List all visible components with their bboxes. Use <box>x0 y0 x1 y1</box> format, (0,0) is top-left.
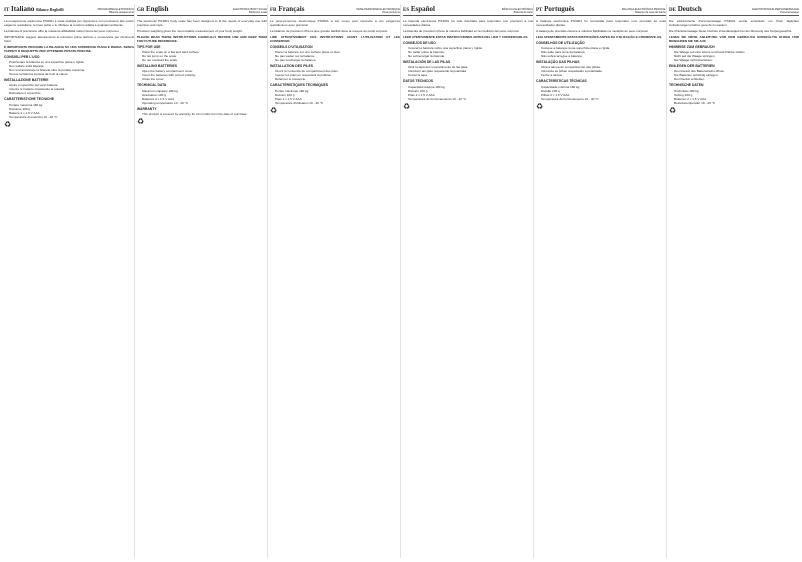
section-list <box>137 112 267 116</box>
list-item: • Temperatura de funcionamiento 10 - 40 °C <box>408 97 533 101</box>
body-paragraph: A balança de precisão oferece a máxima fiabilidade na medição do peso corporal. <box>536 29 649 33</box>
section-list <box>270 50 400 62</box>
list-item: • Die Waage nicht überlasten. <box>674 58 799 62</box>
section-list <box>536 65 666 77</box>
list-item: • Ouvrir le couvercle du compartiment des piles. <box>275 69 400 73</box>
language-column-pt <box>536 6 666 556</box>
column-divider <box>267 4 268 558</box>
list-item: • Pilhas 2 x 1,5 V AAA <box>541 93 666 97</box>
list-item: • Ne pas surcharger la balance. <box>275 58 400 62</box>
list-item: • Feche a tampa. <box>541 73 666 77</box>
list-item: • Abrir la tapa del compartimento de las pilas. <box>408 65 533 69</box>
flag-icon: IT <box>4 8 10 13</box>
recycling-notice <box>536 103 666 111</box>
column-header <box>4 6 134 16</box>
section-title: WARRANTY <box>137 106 157 111</box>
list-item: • Não sobrecarregue a balança. <box>541 54 666 58</box>
product-type: BALANÇA ELECTRÓNICA PESSOAL Balança de casa de banho <box>622 8 666 14</box>
body-paragraph: LEIA ATENTAMENTE ESTAS INSTRUÇÕES ANTES DA UTILIZAÇÃO E CONSERVE-AS. <box>536 35 662 39</box>
list-item: • Die Waage auf eine ebene und harte Fläche stellen. <box>674 50 799 54</box>
section-list <box>270 69 400 81</box>
body-paragraph: LEER ATENTAMENTE ESTAS INSTRUCCIONES ANTES DEL USO Y CONSERVARLAS. <box>403 35 529 39</box>
language-name: Deutsch <box>677 6 702 13</box>
list-item: • Höchstlast 180 kg <box>674 89 799 93</box>
list-item: • División 100 g <box>408 89 533 93</box>
column-header <box>270 6 400 16</box>
section-title: TECHNISCHE DATEN <box>669 83 704 88</box>
list-item: • Colocar la báscula sobre una superficie plana y rígida. <box>408 46 533 50</box>
product-type: PROGRAMMA ELETTRONICO Bilancia pesapersone <box>97 8 134 14</box>
language-name: Español <box>410 6 435 13</box>
list-item: • Refermer le couvercle. <box>275 77 400 81</box>
body-paragraph: La pesapersone elettronica PS3001 è stata studiata per rispondere con precisione alle vostre esigenze quotidiane; le linee pulite e le rifiniture la rendono adatta a qualsiasi ambiente. <box>4 19 134 27</box>
section-title: CONSELHOS DE UTILIZAÇÃO <box>536 41 585 45</box>
recycle-bin-icon: ♻ <box>536 101 544 111</box>
list-item: • Não salte para cima da balança. <box>541 50 666 54</box>
list-item: • Do not overload the scale. <box>142 58 267 62</box>
list-item: • Abra a tampa do compartimento das pilhas. <box>541 65 666 69</box>
list-item: • Open the battery compartment cover. <box>142 69 267 73</box>
list-item: • Portée maximale 180 kg <box>275 89 400 93</box>
list-item: • Maximum capacity 180 kg <box>142 89 267 93</box>
body-paragraph: La bilancia di precisione offre la massima affidabilità nella misura del peso corporeo. <box>4 29 120 33</box>
section-title: CARACTÉRISTIQUES TECHNIQUES <box>270 83 329 88</box>
list-item: • Divisão 100 g <box>541 89 666 93</box>
recycle-bin-icon: ♻ <box>270 105 278 115</box>
section-list <box>137 69 267 81</box>
list-item: • No sobrecargar la báscula. <box>408 54 533 58</box>
list-item: • Batterien 2 x 1,5 V AAA <box>674 97 799 101</box>
list-item: • Operating temperature 10 - 40 °C <box>142 101 267 105</box>
language-title <box>4 6 64 14</box>
list-item: • Die Batterien polrichtig einlegen. <box>674 73 799 77</box>
list-item: • Close the cover. <box>142 77 267 81</box>
section-title: CARACTERÍSTICAS TÉCNICAS <box>536 79 587 84</box>
section-list <box>137 89 267 105</box>
section-list <box>4 60 134 76</box>
product-type: ELEKTRONISCHE PERSONENWAAGE Personenwaage <box>752 8 799 14</box>
recycle-bin-icon: ♻ <box>137 116 145 126</box>
column-divider <box>666 4 667 558</box>
flag-icon: PT <box>536 8 543 13</box>
column-header <box>403 6 533 16</box>
section-title: CONSEILS D'UTILISATION <box>270 45 313 49</box>
section-title: CONSIGLI PER L'USO <box>4 55 40 59</box>
section-title: HINWEISE ZUM GEBRAUCH <box>669 45 715 49</box>
recycle-bin-icon: ♻ <box>403 101 411 111</box>
language-title <box>536 6 574 14</box>
list-item: • Capacidade máxima 180 kg <box>541 85 666 89</box>
list-item: • No saltar sobre la báscula. <box>408 50 533 54</box>
recycling-notice <box>137 118 267 126</box>
flag-icon: ES <box>403 8 410 13</box>
list-item: • Non saltare sulla bilancia. <box>9 64 134 68</box>
column-header <box>137 6 267 16</box>
body-paragraph: Die elektronische Personenwaage PS3001 wurde entwickelt, um Ihren täglichen Anforderungen präzise gerecht zu werden. <box>669 19 799 27</box>
body-paragraph: A balança electrónica PS3001 foi concebida para responder com precisão às suas necessidades diárias. <box>536 19 666 27</box>
list-item: • Den Deckel schließen. <box>674 77 799 81</box>
list-item: • Inserire le batterie rispettando la polarità. <box>9 87 134 91</box>
list-item: • Placer la balance sur une surface plane et dure. <box>275 50 400 54</box>
recycling-notice <box>403 103 533 111</box>
language-column-es <box>403 6 533 556</box>
list-item: • Température d'utilisation 10 - 40 °C <box>275 101 400 105</box>
body-paragraph: La balance de précision offre la plus grande fiabilité dans la mesure du poids corporel. <box>270 29 388 33</box>
section-list <box>669 89 799 105</box>
list-item: • Den Deckel des Batteriefachs öffnen. <box>674 69 799 73</box>
section-list <box>403 65 533 77</box>
section-list <box>4 83 134 95</box>
section-title: CONSEJOS DE USO <box>403 41 436 45</box>
body-paragraph: LESEN SIE DIESE ANLEITUNG VOR DEM GEBRAUCH SORGFÄLTIG DURCH UND BEWAHREN SIE SIE AUF. <box>669 35 799 43</box>
list-item: • Tenere la bilancia lontana da fonti di calore. <box>9 72 134 76</box>
list-item: • Non sovraccaricare la bilancia oltre la portata massima. <box>9 68 134 72</box>
list-item: • Introducir las pilas respetando la polaridad. <box>408 69 533 73</box>
section-title: CARATTERISTICHE TECNICHE <box>4 97 55 102</box>
language-column-fr <box>270 6 400 556</box>
body-paragraph: La báscula electrónica PS3001 ha sido diseñada para responder con precisión a sus necesidades diarias. <box>403 19 533 27</box>
section-list <box>536 46 666 58</box>
list-item: • Cerrar la tapa. <box>408 73 533 77</box>
list-item: • Aprire il coperchio del vano batterie. <box>9 83 134 87</box>
list-item: • Introduza as pilhas respeitando a polaridade. <box>541 69 666 73</box>
product-type: BÁSCULA ELECTRÓNICA Báscula de baño <box>501 8 533 14</box>
section-list <box>270 89 400 105</box>
list-item: • Divisione 100 g <box>9 107 134 111</box>
list-item: • Capacidad máxima 180 kg <box>408 85 533 89</box>
section-list <box>403 46 533 58</box>
section-list <box>4 103 134 119</box>
flag-icon: GB <box>137 8 145 13</box>
list-item: • Posizionare la bilancia su una superficie piana e rigida. <box>9 60 134 64</box>
section-title: INSTALLAZIONE BATTERIE <box>4 78 49 83</box>
section-title: INSTALLING BATTERIES <box>137 64 177 69</box>
brand-name: Bilance Beghelli <box>36 7 64 12</box>
section-list <box>669 50 799 62</box>
section-list <box>403 85 533 101</box>
section-title: TECHNICAL DATA <box>137 83 167 88</box>
list-item: • Teilung 100 g <box>674 93 799 97</box>
list-item: • Ne pas sauter sur la balance. <box>275 54 400 58</box>
recycle-bin-icon: ♻ <box>4 119 12 129</box>
recycling-notice <box>669 107 799 115</box>
list-item: • Temperatura di esercizio 10 - 40 °C <box>9 115 134 119</box>
language-title <box>137 6 169 14</box>
column-divider <box>533 4 534 558</box>
section-title: INSTALAÇÃO DAS PILHAS <box>536 60 580 65</box>
language-name: Português <box>544 6 575 13</box>
list-item: • Portata massima 180 kg <box>9 103 134 107</box>
language-title <box>270 6 304 14</box>
language-column-it <box>4 6 134 556</box>
body-paragraph: Le pèse-personne électronique PS3001 a été conçu pour répondre à vos exigences quotidiennes avec précision. <box>270 19 400 27</box>
language-name: Italiano <box>11 6 35 13</box>
flag-icon: DE <box>669 8 676 13</box>
list-item: • Division 100 g <box>275 93 400 97</box>
body-paragraph: Precision weighing gives the most reliable measurement of your body weight. <box>137 29 243 33</box>
language-column-de <box>669 6 799 556</box>
list-item: • Temperatura de funcionamento 10 - 40 °C <box>541 97 666 101</box>
list-item: • Piles 2 x 1,5 V AAA <box>275 97 400 101</box>
list-item: • Do not jump on the scale. <box>142 54 267 58</box>
list-item: • Pilas 2 x 1,5 V AAA <box>408 93 533 97</box>
column-header <box>669 6 799 16</box>
list-item: • Coloque a balança numa superfície plana e rígida. <box>541 46 666 50</box>
language-name: English <box>145 6 169 13</box>
list-item: • Graduation 100 g <box>142 93 267 97</box>
body-paragraph: PLEASE READ THESE INSTRUCTIONS CAREFULLY BEFORE USE AND KEEP THEM FOR FUTURE REFERENCE. <box>137 35 267 43</box>
section-title: INSTALLATION DES PILES <box>270 64 314 69</box>
language-title <box>669 6 702 14</box>
language-name: Français <box>278 6 305 13</box>
body-paragraph: Die Präzisionswaage bietet höchste Zuverlässigkeit bei der Messung des Körpergewichts. <box>669 29 793 33</box>
recycling-notice <box>270 107 400 115</box>
product-type: ELECTRONIC BODY SCALE Bathroom scale <box>233 8 267 14</box>
language-column-gb <box>137 6 267 556</box>
body-paragraph: The electronic PS3001 body scale has been designed to fit the needs of everyday use with precision and style. <box>137 19 267 27</box>
body-paragraph: È IMPORTANTE PROVARE LA BILANCIA SU UNA SUPERFICIE PIANA E RIGIDA, SENZA TAPPETI O MOQUETTE PER OTTENERE PESATE PRECISE. <box>4 45 134 53</box>
list-item: • Batteries 2 x 1.5 V AAA <box>142 97 267 101</box>
column-header <box>536 6 666 16</box>
list-item: • Betriebstemperatur 10 - 40 °C <box>674 101 799 105</box>
section-title: TIPS FOR USE <box>137 45 161 49</box>
column-divider <box>400 4 401 558</box>
list-item: • Batterie 2 x 1.5 V AAA <box>9 111 134 115</box>
list-item: • Place the scale on a flat and hard surface. <box>142 50 267 54</box>
column-divider <box>134 4 135 558</box>
list-item: • Insérer les piles en respectant la polarité. <box>275 73 400 77</box>
list-item: • This product is covered by warranty for 24 months from the date of purchase. <box>142 112 267 116</box>
recycling-notice <box>4 121 134 129</box>
recycle-bin-icon: ♻ <box>669 105 677 115</box>
language-title <box>403 6 435 14</box>
section-list <box>137 50 267 62</box>
body-paragraph: IMPORTANTE: leggere attentamente le istruzioni prima dell'uso e conservarle per riferimenti futuri. <box>4 35 134 43</box>
list-item: • Richiudere il coperchio. <box>9 91 134 95</box>
body-paragraph: La báscula de precisión ofrece la máxima fiabilidad en la medición del peso corporal. <box>403 29 520 33</box>
section-title: DATOS TÉCNICOS <box>403 79 434 84</box>
section-title: EINLEGEN DER BATTERIEN <box>669 64 715 69</box>
section-list <box>536 85 666 101</box>
section-title: INSTALACIÓN DE LAS PILAS <box>403 60 451 65</box>
list-item: • Nicht auf die Waage springen. <box>674 54 799 58</box>
flag-icon: FR <box>270 8 277 13</box>
section-list <box>669 69 799 81</box>
list-item: • Insert the batteries with correct polarity. <box>142 73 267 77</box>
product-type: PESE-PERSONNE ELECTRONIQUE Pèse-personne <box>356 8 400 14</box>
body-paragraph: LIRE ATTENTIVEMENT CES INSTRUCTIONS AVANT L'UTILISATION ET LES CONSERVER. <box>270 35 400 43</box>
